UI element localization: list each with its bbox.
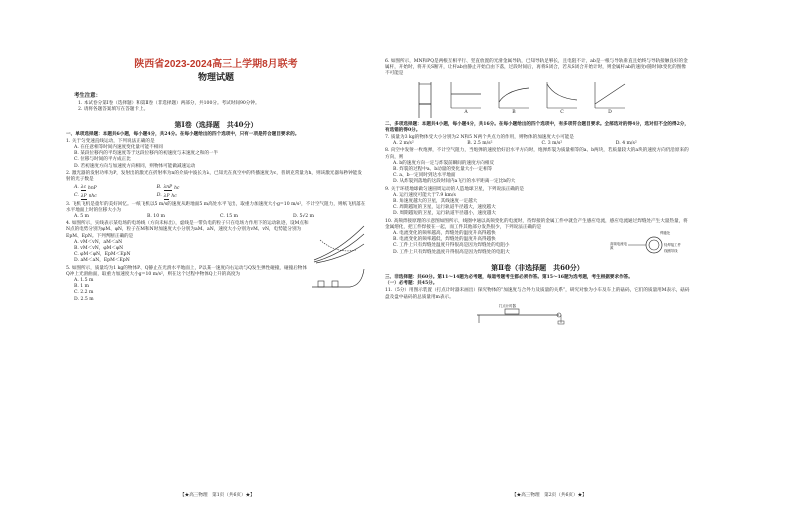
fraction: λnP hc	[163, 185, 180, 191]
option: B. vM＜vN，φM＜φN	[74, 246, 124, 252]
option: B. 炸裂的过程中a、b动量的变化量大小一定相等	[393, 167, 493, 173]
option: D. 工件上只有焊缝处温度升得很高是因为焊缝处的电阻大	[393, 249, 510, 255]
page-left	[66, 58, 366, 488]
question-stem: 9. 关于环绕地球做匀速圆周运动的人造地球卫星，下列说法正确的是	[385, 186, 525, 192]
option-row	[393, 141, 690, 147]
graph-c: C	[545, 80, 579, 120]
option: A. 2 m/s²	[393, 141, 414, 147]
question-stem: 4. 如图所示，实线表示某电场的电场线（方向未标出），虚线是一带负电的粒子只在电场力作用下的运动轨迹，设M点和N点的电势分别为φM、φN，粒子在M和N时加速度大小分别为aM、aN，速度大小分别为vM、vN，电势能分别为EpM、EpN。下列判断正确的是	[66, 221, 309, 239]
question-stem: 10. 高频焊接原理的示意图如图所示，线圈中通以高频变化的电流时，待焊接的金属工件中就会产生感应电流，感应电流通过焊缝处产生大量热量，将金属熔化，把工件焊接在一起，而工件其他部分发热很少，下列说法正确的是	[385, 218, 688, 230]
exam-title: 陕西省2023-2024高三上学期8月联考	[134, 59, 298, 70]
option: A. 1.5 m	[74, 278, 94, 284]
option: B. 10 m	[147, 214, 165, 220]
option: D. 5√2 m	[293, 214, 315, 220]
collision-figure	[310, 265, 366, 291]
fraction: λP nhc	[80, 193, 97, 200]
fraction-options	[74, 185, 366, 191]
option: C. 周期越短的卫星，运行轨道半径越大，速度越大	[393, 205, 496, 211]
option: D. 周期越短的卫星，运行轨道半径越小，速度越大	[393, 211, 496, 217]
notice-heading: 考生注意：	[74, 93, 101, 99]
section-title: 第Ⅰ卷（选择题 共40分）	[174, 119, 258, 129]
option: C. 15 m	[220, 214, 238, 220]
notice-item: 2. 请将各题答案填写在答题卡上。	[78, 107, 149, 113]
option: C. λP nhc	[74, 193, 97, 200]
welding-figure: 焊缝处 高频电流电源 待焊接工件 线圈导线	[610, 231, 681, 254]
option: B. 某段位移内的平均速度等于这段位移内的初速度与末速度之和的一半	[74, 151, 219, 157]
page-footer: 【★高三物理 第1页（共6页）★】	[180, 493, 255, 498]
section-title: 第Ⅱ卷（非选择题 共60分）	[491, 263, 584, 273]
option: D. aM＜aN，EpM＜EpN	[74, 258, 130, 264]
option: B. λnP hc	[156, 185, 180, 191]
option: D. 从炸裂到落地的这段时间内a飞行的水平距离一定比b的大	[393, 179, 516, 185]
option: C. a、b一定同时到达水平地面	[393, 173, 456, 179]
option: C. 工件上只有焊缝处温度升得很高是因为焊缝处的电阻小	[393, 243, 510, 249]
option: B. 电流变化的频率越低，焊缝处的温度升高得越快	[393, 237, 496, 243]
question-stem: 2. 激光器的发射功率为P，发射出的激光在折射率为n的介质中波长为λ，已知光在真空中的传播速度为c，普朗克常量为h，则该激光器每秒钟能发射的光子数是	[66, 170, 362, 183]
part-intro: 一、单项选择题：本题共6小题，每小题4分，共24分。在每小题给出的四个选项中，只有一项是符合题目要求的。	[66, 131, 300, 137]
part-intro: 二、多项选择题：本题共4小题，每小题4分，共16分。在每小题给出的四个选项中，有多项符合题目要求。全部选对的得4分，选对但不全的得2分，有选错的得0分。	[385, 121, 689, 133]
option: A. 在任意相等时间内速度变化量可能不相同	[74, 145, 163, 151]
option: D. 若初速度方向与加速度方向相同，则物体可能做减速运动	[74, 163, 196, 169]
q10-block	[385, 231, 690, 257]
page-footer: 【★高三物理 第2页（共6页）★】	[512, 493, 587, 498]
option: C. 3 m/s²	[541, 141, 563, 147]
electric-field-figure	[310, 220, 366, 264]
question-stem: 5. 如图所示，质量均为1 kg的物体P、Q静止在光滑水平地面上，P以某一速度向右运动与Q发生弹性碰撞，碰撞后物体Q冲上光滑曲面，取重力加速度大小g=10 m/s²，则在这个过程中物体Q上升的高度为	[66, 265, 307, 277]
option: D. 4 m/s²	[615, 141, 637, 147]
option: B. 2.5 m/s²	[467, 141, 493, 147]
option: A. b的速度方向一定与炸裂前瞬间的速度方向相反	[393, 160, 495, 166]
q5-block	[66, 265, 366, 303]
option: A. λc hnP	[74, 185, 97, 191]
option: D. 2.5 m	[74, 296, 94, 302]
fraction: λP hc	[163, 193, 177, 200]
cart-figure: 打点计时器	[475, 301, 690, 325]
option: C. φM＜φN，EpM＜EpN	[74, 252, 131, 258]
option: A. vM＜vN，aM＜aN	[74, 239, 123, 245]
option: C. 2.2 m	[74, 290, 94, 296]
question-stem: 11.（5分）用图示装置（打点计时器未画出）探究物体的“加速度与合外力及质量的关系”，研究对象为小车及车上的砝码，它们的质量用M表示，砝码盘及盘中砝码的总质量用m表示。	[385, 288, 690, 300]
sub-heading: （一）必考题：共45分。	[385, 281, 438, 287]
q4-block	[66, 220, 366, 264]
q6-figures	[415, 80, 690, 120]
rail-figure	[415, 80, 435, 120]
fraction: λc hnP	[80, 185, 97, 191]
exam-subtitle: 物理试题	[197, 72, 234, 82]
option: B. 1 m	[74, 284, 90, 290]
question-stem: 3. 飞机飞机是童年的美好回忆。一纸飞机以5 m/s的速度从距地面5 m高处水平飞出，取重力加速度大小g=10 m/s²，不计空气阻力，则纸飞机落在水平地面上时的位移大小为	[66, 201, 366, 213]
question-stem: 6. 如图所示，MN和PQ是两根互相平行、竖直放置的光滑金属导轨，已知导轨足够长，且电阻不计，ab是一根与导轨垂直且始终与导轨接触良好的金属杆，开始时，将开关S断开，让杆ab由静止开始自由下落，过段时间后，再将S闭合，若从S闭合开始计时，则金属杆ab的速度v随时间t变化的图像不可能是	[385, 59, 688, 77]
graph-d: D	[593, 80, 627, 120]
part-intro: 三、非选择题：共60分。第11～14题为必考题，每道考题考生都必须作答。第15～16题为选考题，考生根据要求作答。	[385, 275, 633, 281]
question-stem: 1. 关于匀变速直线运动，下列说法正确的是	[66, 138, 155, 144]
page-right	[385, 58, 690, 488]
option: B. 角速度越大的卫星，其线速度一定越大	[393, 199, 478, 205]
question-stem: 8. 向空中发射一枚炮弹，不计空气阻力，当炮弹的速度恰好沿水平方向时，炮弹炸裂为质量相等的a、b两块，若质量较大的a块的速度方向仍沿原来的方向，则	[385, 148, 689, 160]
fraction-options	[74, 193, 366, 199]
graph-a: A	[464, 109, 468, 115]
option: A. 电流变化的频率越高，焊缝处的温度升高得越快	[393, 231, 496, 237]
option: A. 运行速度可能大于7.9 km/s	[393, 192, 456, 198]
notice-item: 1. 本试卷分第Ⅰ卷（选择题）和第Ⅱ卷（非选择题）两部分，共100分。考试时间90分钟。	[78, 101, 260, 107]
option: A. 5 m	[74, 214, 89, 220]
option: D. λP hc	[156, 193, 177, 200]
option: C. 位移与时间的平方成正比	[74, 157, 131, 163]
graph-b: B	[497, 80, 531, 120]
question-stem: 7. 质量为3 kg的物体受大小分别为2 N和5 N两个共点力的作用，则物体的加速度大小可能是	[385, 135, 574, 141]
